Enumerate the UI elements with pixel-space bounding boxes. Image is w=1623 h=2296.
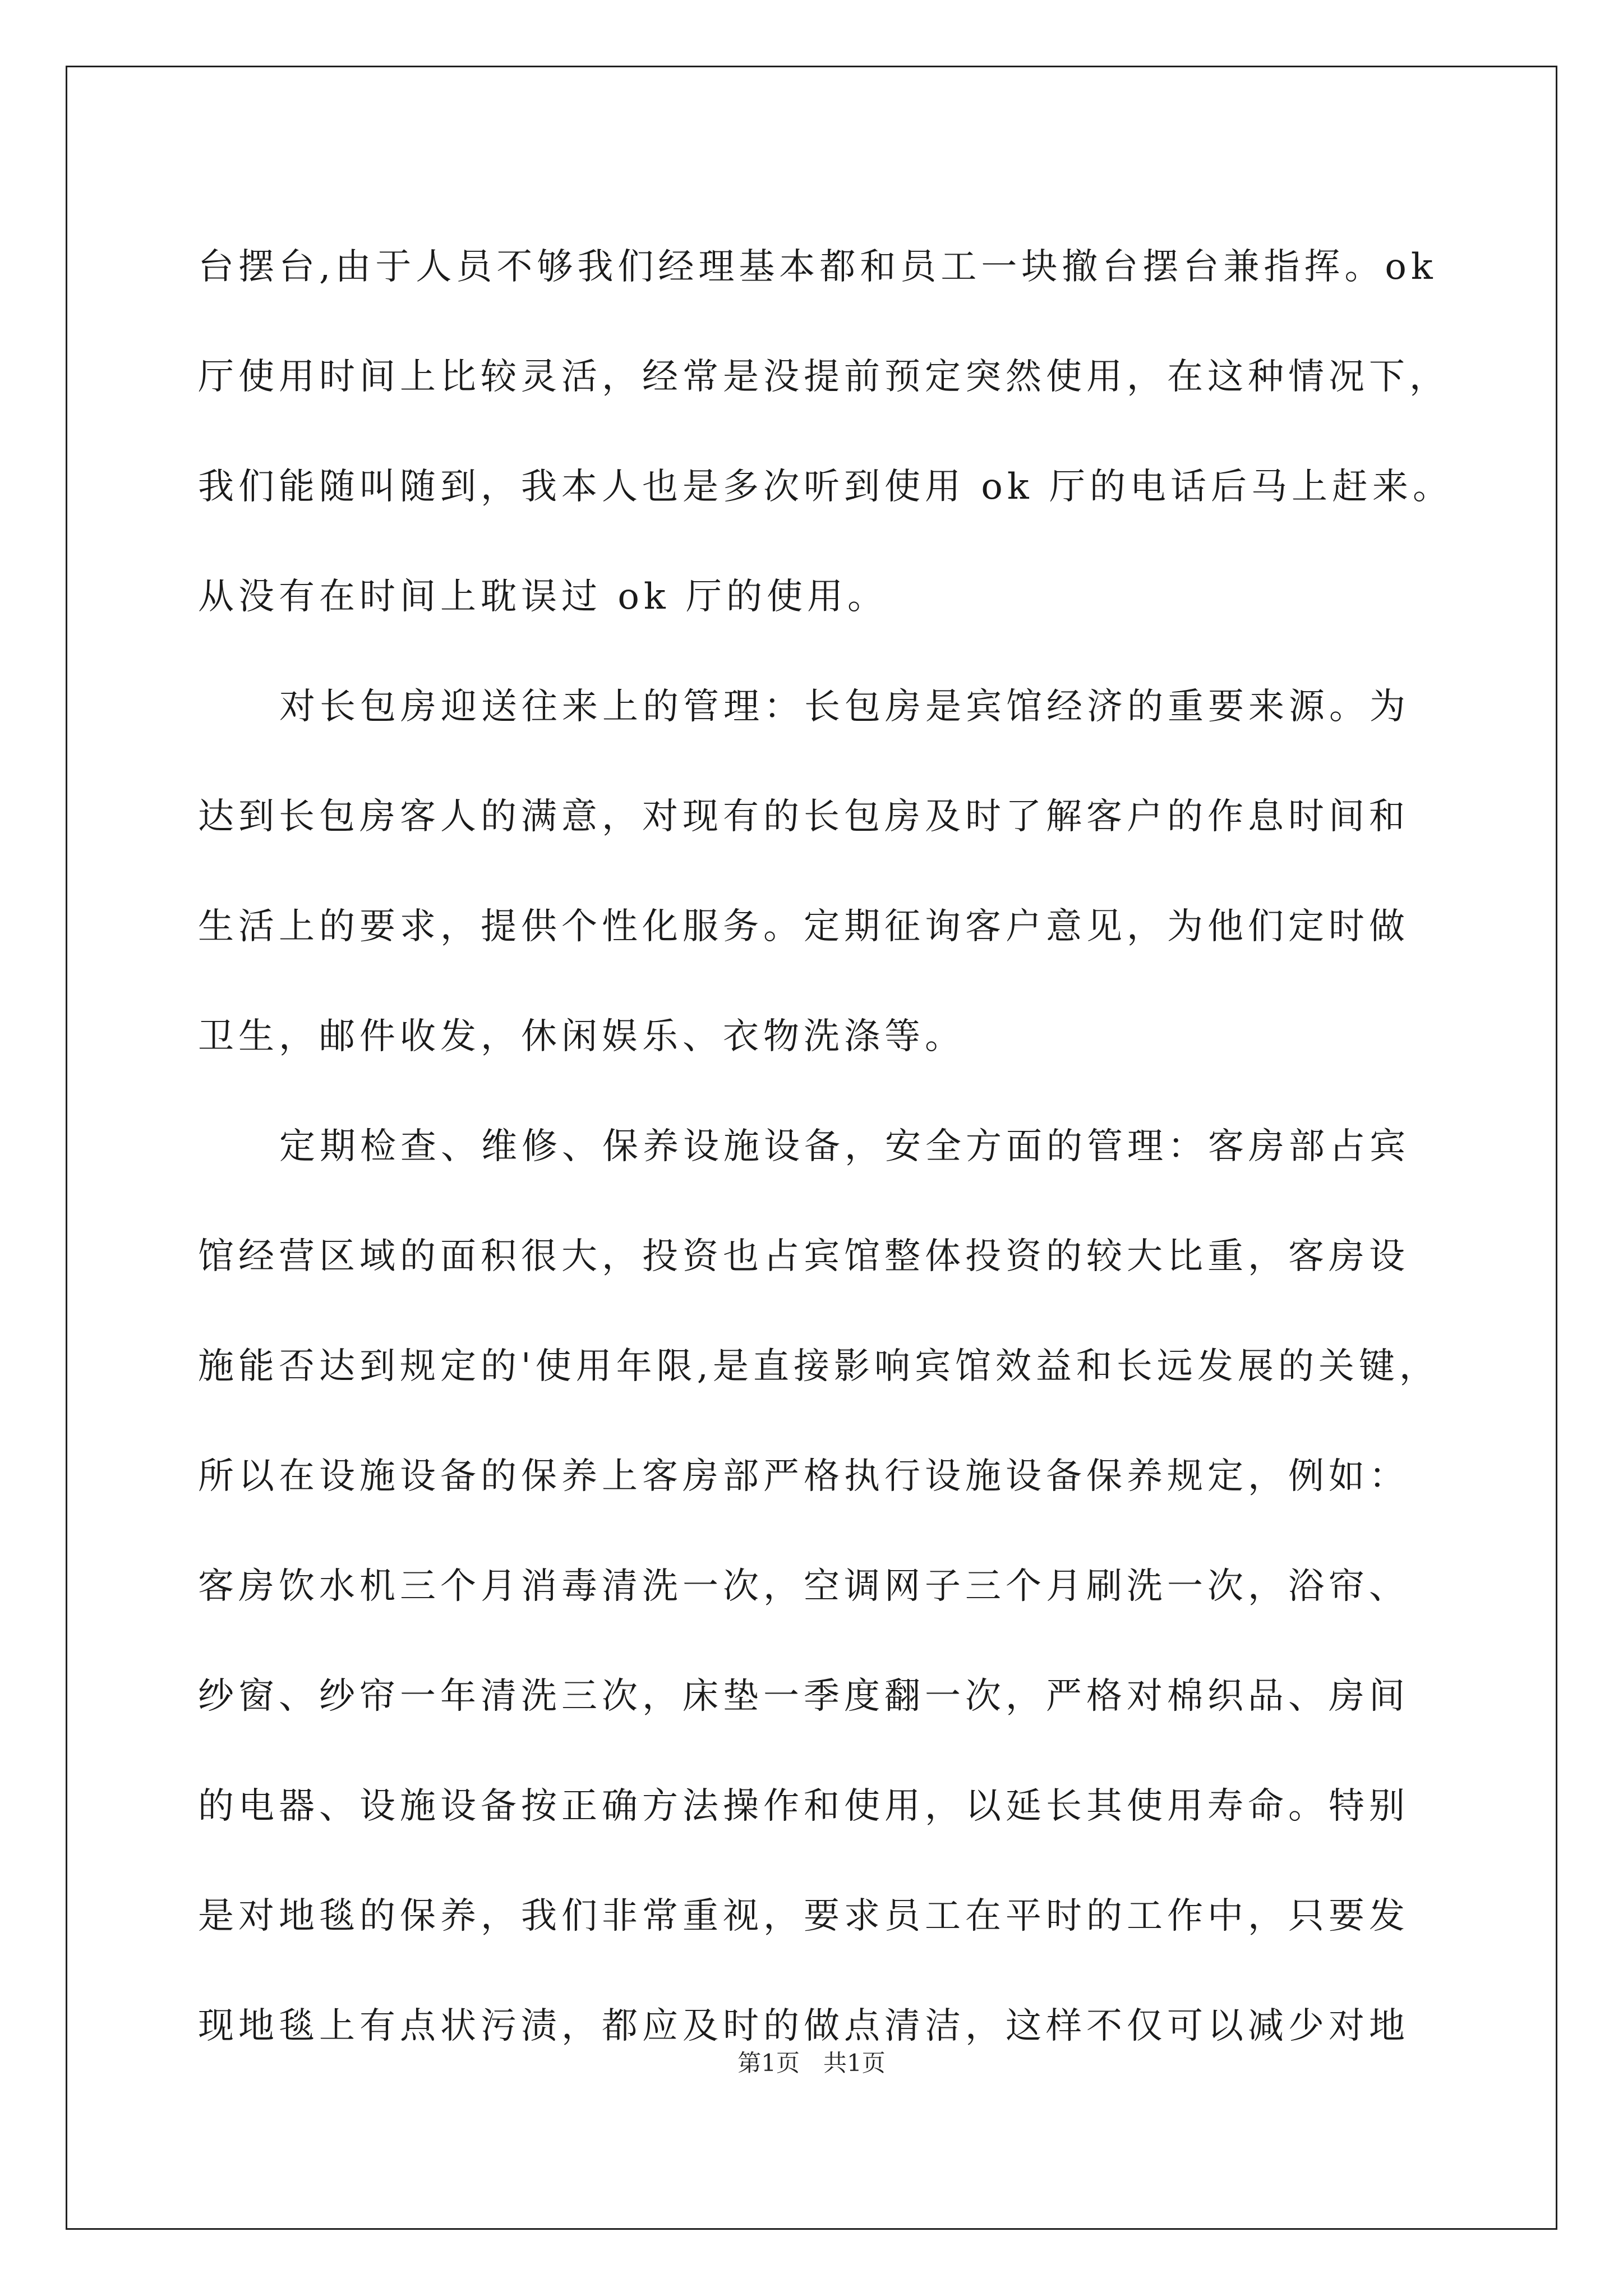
- text-line: 我们能随叫随到，我本人也是多次听到使用 ok 厅的电话后马上赶来。: [198, 466, 1453, 508]
- text-line: 厅使用时间上比较灵活，经常是没提前预定突然使用，在这种情况下，: [198, 356, 1450, 398]
- paragraph-start-line: 对长包房迎送往来上的管理：长包房是宾馆经济的重要来源。为: [279, 686, 1410, 728]
- page-total: 共1页: [823, 2049, 886, 2077]
- text-line: 现地毯上有点状污渍，都应及时的做点清洁，这样不仅可以减少对地: [198, 2005, 1409, 2047]
- document-body: [198, 212, 1453, 2081]
- text-line: 达到长包房客人的满意，对现有的长包房及时了解客户的作息时间和: [198, 796, 1409, 838]
- text-line: 的电器、设施设备按正确方法操作和使用，以延长其使用寿命。特别: [198, 1786, 1409, 1827]
- text-line: 台摆台,由于人员不够我们经理基本都和员工一块撤台摆台兼指挥。ok: [198, 246, 1437, 288]
- text-line: 生活上的要求，提供个性化服务。定期征询客户意见，为他们定时做: [198, 906, 1409, 947]
- text-line: 是对地毯的保养，我们非常重视，要求员工在平时的工作中，只要发: [198, 1895, 1409, 1937]
- page-footer: [0, 2046, 1623, 2080]
- paragraph-start-line: 定期检查、维修、保养设施设备，安全方面的管理：客房部占宾: [279, 1126, 1410, 1167]
- text-line: 所以在设施设备的保养上客房部严格执行设施设备保养规定，例如：: [198, 1456, 1409, 1497]
- text-line: 纱窗、纱帘一年清洗三次，床垫一季度翻一次，严格对棉织品、房间: [198, 1676, 1409, 1717]
- text-line: 施能否达到规定的'使用年限,是直接影响宾馆效益和长远发展的关键，: [198, 1346, 1440, 1387]
- page-number: 第1页: [737, 2049, 800, 2077]
- text-line: 卫生，邮件收发，休闲娱乐、衣物洗涤等。: [198, 1016, 965, 1057]
- text-line: 从没有在时间上耽误过 ok 厅的使用。: [198, 576, 888, 618]
- text-line: 馆经营区域的面积很大，投资也占宾馆整体投资的较大比重，客房设: [198, 1236, 1409, 1277]
- text-line: 客房饮水机三个月消毒清洗一次，空调网子三个月刷洗一次，浴帘、: [198, 1566, 1409, 1607]
